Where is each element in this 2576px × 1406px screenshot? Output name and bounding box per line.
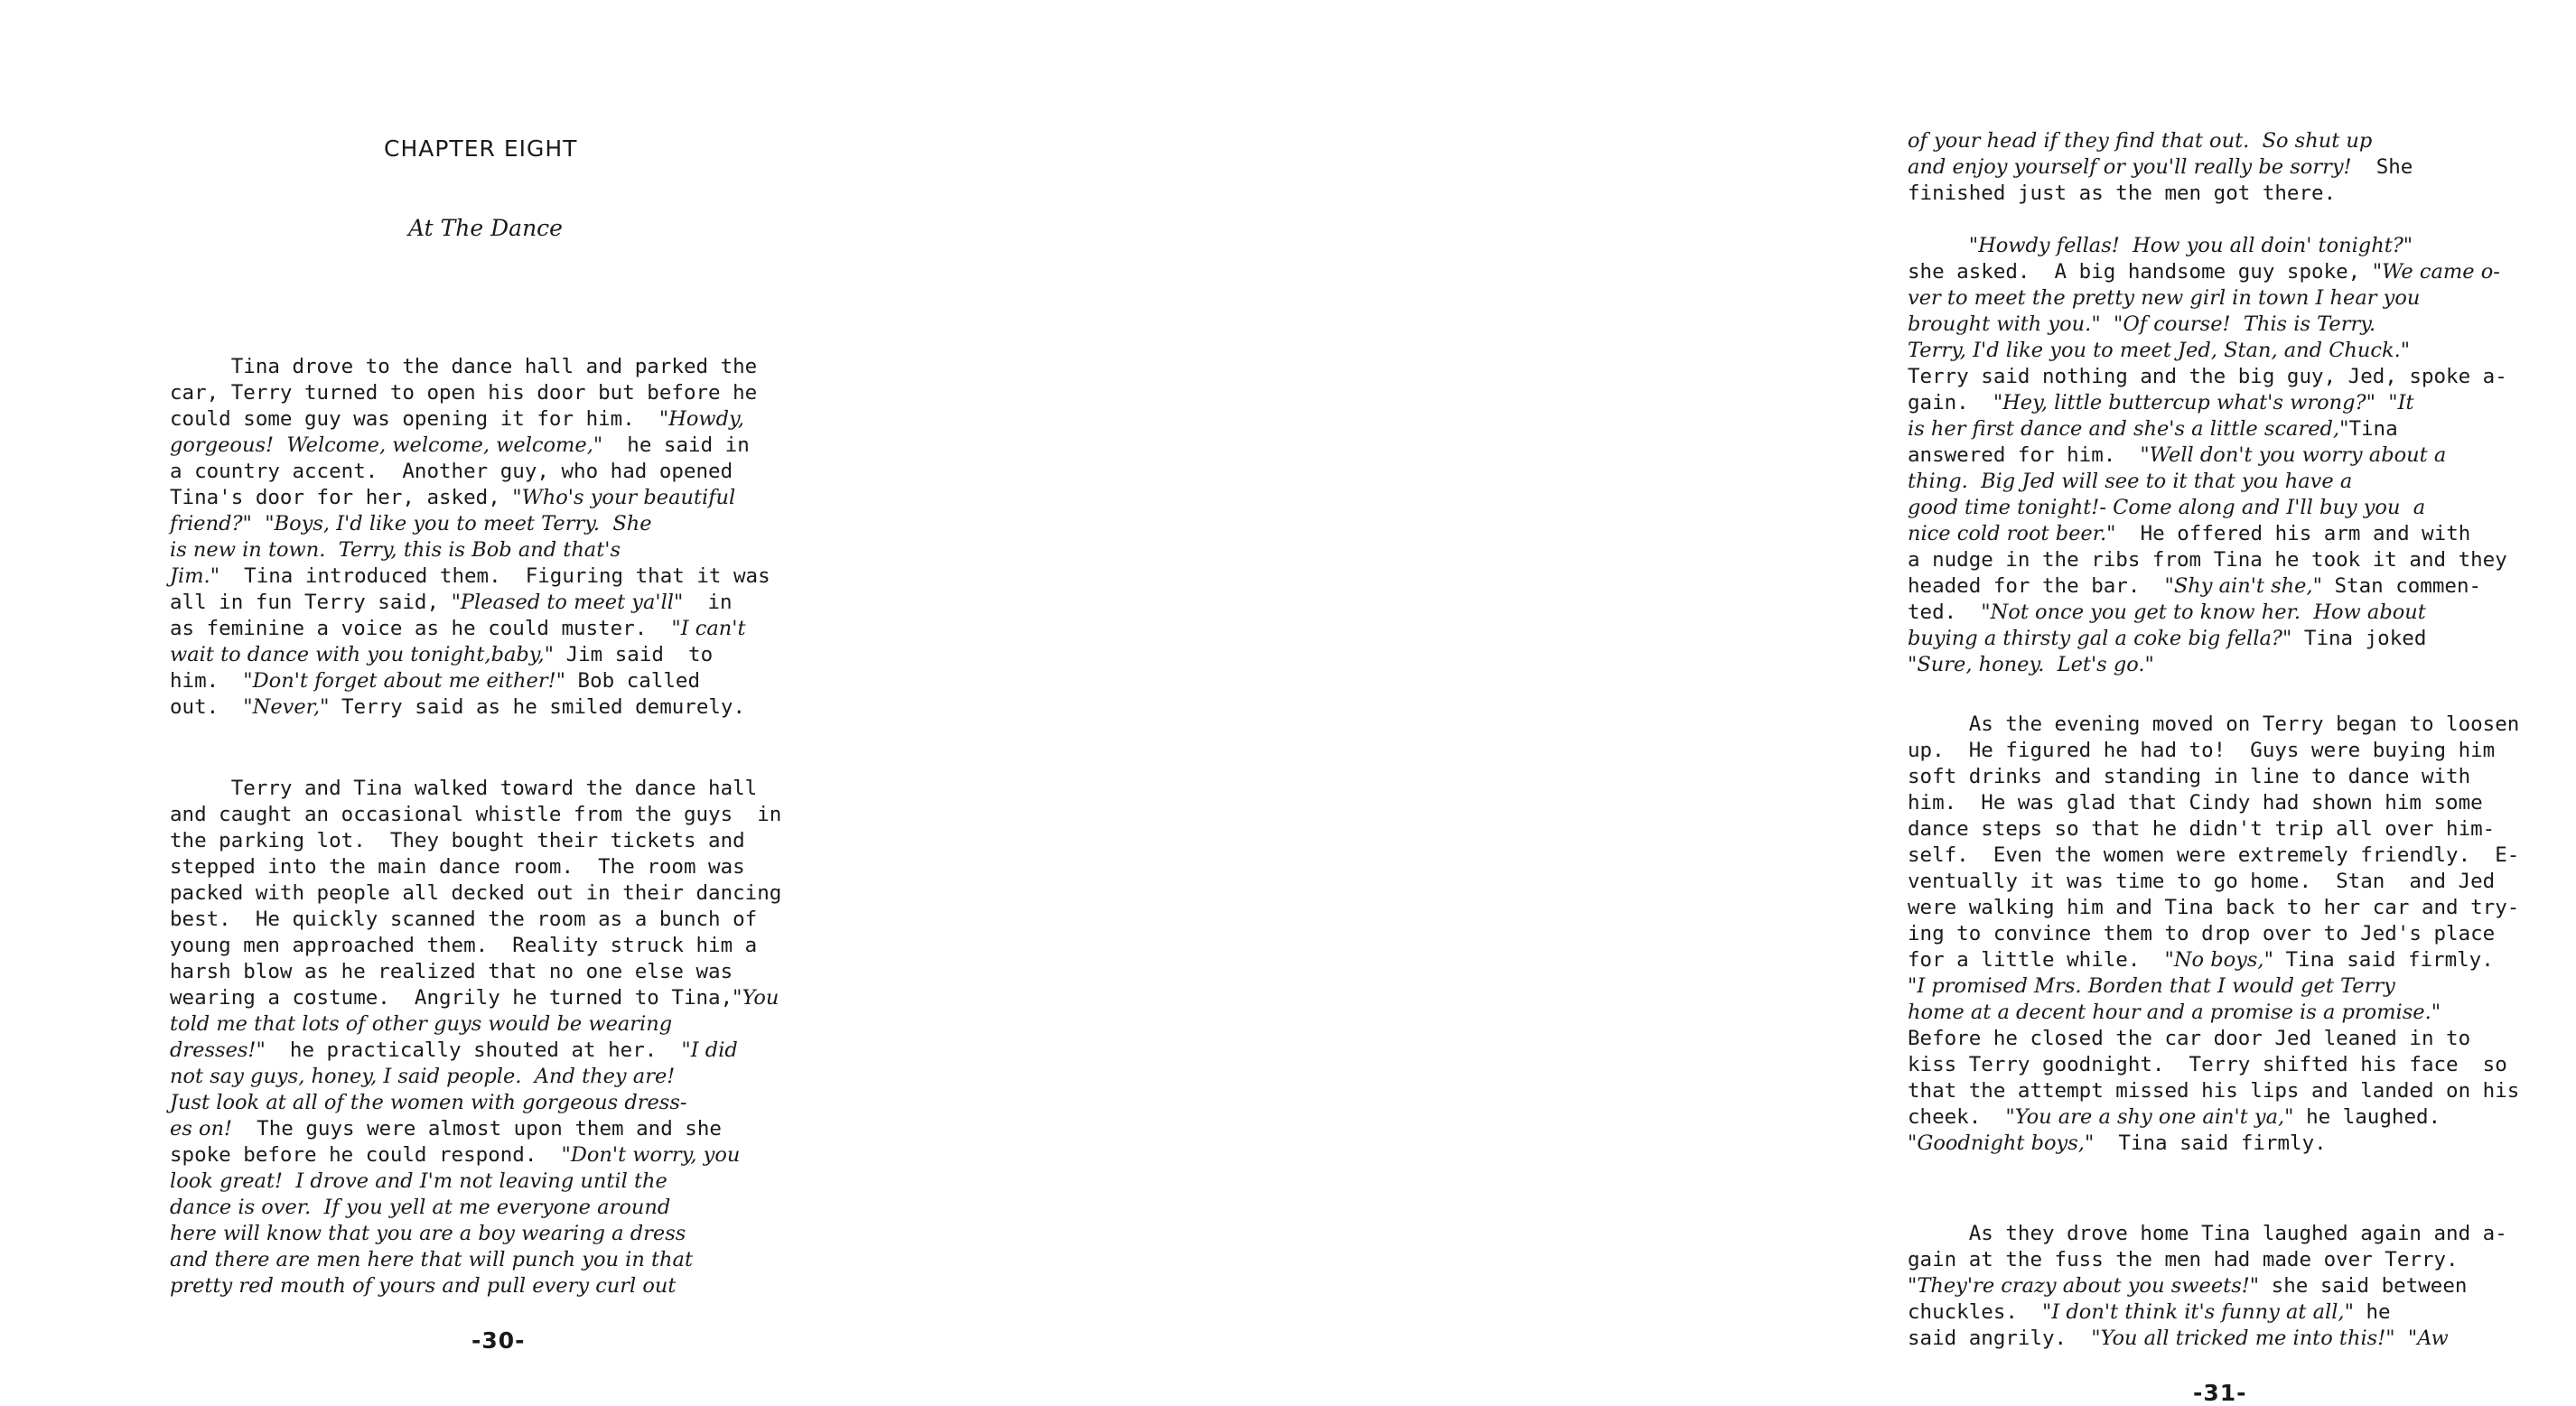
narration-text: Tina joked <box>2291 627 2427 650</box>
narration-text: gain. <box>1908 391 1993 414</box>
narration-text: she asked. A big handsome guy spoke, <box>1908 260 2373 284</box>
narration-text: Bob called <box>565 669 701 693</box>
dialogue-text: ver to meet the pretty new girl in town I hear you <box>1908 286 2421 310</box>
text-line <box>170 406 820 433</box>
text-line <box>170 1142 820 1169</box>
text-line <box>170 1038 820 1064</box>
text-line <box>1908 712 2576 738</box>
text-line <box>170 828 820 854</box>
text-line <box>1908 547 2576 573</box>
text-line <box>1908 1299 2576 1326</box>
narration-text: young men approached them. Reality struck him a <box>170 934 758 957</box>
text-line <box>1908 973 2576 1000</box>
text-line <box>1908 128 2576 154</box>
dialogue-text: is her first dance and she's a little scared," <box>1908 417 2349 441</box>
dialogue-text: Just look at all of the women with gorgeous dress- <box>170 1091 687 1114</box>
dialogue-text: "You <box>733 986 779 1010</box>
text-line <box>1908 1221 2576 1247</box>
narration-text: Tina said firmly. <box>2094 1131 2327 1155</box>
dialogue-text: nice cold root beer." <box>1908 522 2116 545</box>
text-line <box>1908 1052 2576 1078</box>
dialogue-text: "Sure, honey. Let's go." <box>1908 653 2154 676</box>
narration-text: Jim said to <box>554 643 714 666</box>
narration-text: she said between <box>2259 1274 2468 1298</box>
narration-text: As they drove home Tina laughed again and a- <box>1908 1222 2507 1245</box>
text-line <box>1908 1026 2576 1052</box>
narration-text: harsh blow as he realized that no one else was <box>170 960 733 983</box>
dialogue-text: "You are a shy one ain't ya," <box>2005 1105 2294 1129</box>
dialogue-text: "Not once you get to know her. How about <box>1981 601 2426 624</box>
narration-text: the parking lot. They bought their tickets and <box>170 829 745 852</box>
dialogue-text: here will know that you are a boy wearing a dress <box>170 1222 686 1245</box>
text-line <box>170 380 820 406</box>
text-line <box>170 1247 820 1273</box>
text-line <box>1908 1078 2576 1104</box>
narration-text: chuckles. <box>1908 1300 2043 1324</box>
narration-text: ventually it was time to go home. Stan and Jed <box>1908 870 2496 893</box>
dialogue-text: not say guys, honey, I said people. And they are! <box>170 1065 676 1088</box>
dialogue-text: es on! <box>170 1117 233 1141</box>
narration-text: Tina <box>2348 417 2398 441</box>
paragraph <box>1908 233 2576 678</box>
text-line <box>1908 573 2576 600</box>
dialogue-text: "Don't worry, you <box>561 1143 741 1167</box>
text-line <box>170 616 820 642</box>
narration-text <box>1908 234 1969 257</box>
text-line <box>170 1116 820 1142</box>
text-line <box>170 511 820 537</box>
text-line <box>1908 233 2576 259</box>
dialogue-text: gorgeous! Welcome, welcome, welcome," <box>170 433 603 457</box>
narration-text: that the attempt missed his lips and landed on his <box>1908 1079 2520 1103</box>
narration-text: were walking him and Tina back to her car and try- <box>1908 896 2520 919</box>
dialogue-text: "Never," <box>243 695 330 719</box>
narration-text: up. He figured he had to! Guys were buying him <box>1908 739 2496 762</box>
text-line <box>1908 469 2576 495</box>
narration-text: finished just as the men got there. <box>1908 182 2337 205</box>
narration-text: Tina said firmly. <box>2273 948 2494 972</box>
text-line <box>1908 181 2576 207</box>
narration-text: he said in <box>602 433 750 457</box>
dialogue-text: "Goodnight boys," <box>1908 1131 2095 1155</box>
paragraph <box>170 776 820 1299</box>
text-line <box>1908 312 2576 338</box>
narration-text: Terry and Tina walked toward the dance hall <box>170 777 758 800</box>
dialogue-text: buying a thirsty gal a coke big fella?" <box>1908 627 2292 650</box>
text-line <box>1908 947 2576 973</box>
narration-text: out. <box>170 695 244 719</box>
dialogue-text: look great! I drove and I'm not leaving until the <box>170 1169 667 1193</box>
narration-text: cheek. <box>1908 1105 2006 1129</box>
dialogue-text: and there are men here that will punch you in that <box>170 1248 693 1271</box>
narration-text: Tina's door for her, asked, <box>170 486 513 509</box>
dialogue-text: "I don't think it's funny at all," <box>2042 1300 2354 1324</box>
chapter-title: CHAPTER EIGHT <box>384 135 578 162</box>
text-line <box>1908 285 2576 312</box>
dialogue-text: "Well don't you worry about a <box>2140 443 2447 467</box>
narration-text: and caught an occasional whistle from the guys in <box>170 803 782 826</box>
dialogue-text: "We came o- <box>2372 260 2500 284</box>
text-line <box>170 854 820 880</box>
text-line <box>1908 1131 2576 1157</box>
text-line <box>1908 154 2576 181</box>
text-line <box>170 1064 820 1090</box>
dialogue-text: "Hey, little buttercup what's wrong?" "It <box>1993 391 2414 414</box>
narration-text: The guys were almost upon them and she <box>232 1117 722 1141</box>
dialogue-text: "Who's your beautiful <box>512 486 736 509</box>
narration-text: He offered his arm and with <box>2115 522 2471 545</box>
dialogue-text: brought with you." "Of course! This is Terry. <box>1908 312 2376 336</box>
dialogue-text: "I did <box>681 1038 738 1062</box>
text-line <box>170 1221 820 1247</box>
dialogue-text: "Don't forget about me either!" <box>243 669 565 693</box>
text-line <box>170 1011 820 1038</box>
text-line <box>1908 1273 2576 1299</box>
dialogue-text: home at a decent hour and a promise is a promise." <box>1908 1001 2441 1024</box>
dialogue-text: Jim." <box>170 564 220 588</box>
narration-text: dance steps so that he didn't trip all over him- <box>1908 817 2496 841</box>
narration-text: wearing a costume. Angrily he turned to Tina, <box>170 986 733 1010</box>
text-line <box>1908 790 2576 816</box>
text-line <box>1908 1326 2576 1352</box>
narration-text: he practically shouted at her. <box>265 1038 682 1062</box>
text-line <box>1908 1000 2576 1026</box>
narration-text: Tina drove to the dance hall and parked the <box>170 355 758 378</box>
narration-text: a country accent. Another guy, who had opened <box>170 460 733 483</box>
dialogue-text: is new in town. Terry, this is Bob and that's <box>170 538 621 562</box>
text-line <box>1908 895 2576 921</box>
text-line <box>1908 442 2576 469</box>
narration-text: ing to convince them to drop over to Jed's place <box>1908 922 2496 945</box>
chapter-subtitle: At The Dance <box>408 215 563 241</box>
narration-text: Tina introduced them. Figuring that it was <box>219 564 770 588</box>
dialogue-text: friend?" "Boys, I'd like you to meet Terry. She <box>170 512 652 535</box>
text-line <box>170 959 820 985</box>
text-line <box>1908 652 2576 678</box>
text-line <box>1908 843 2576 869</box>
narration-text: As the evening moved on Terry began to loosen <box>1908 712 2520 736</box>
dialogue-text: of your head if they find that out. So shut up <box>1908 129 2373 153</box>
text-line <box>1908 259 2576 285</box>
text-line <box>1908 626 2576 652</box>
narration-text: Terry said nothing and the big guy, Jed, spoke a- <box>1908 365 2507 388</box>
text-line <box>1908 495 2576 521</box>
text-line <box>170 537 820 563</box>
dialogue-text: "No boys," <box>2164 948 2273 972</box>
paragraph <box>170 354 820 721</box>
text-line <box>170 694 820 721</box>
text-line <box>170 985 820 1011</box>
text-line <box>1908 416 2576 442</box>
narration-text: gain at the fuss the men had made over Terry. <box>1908 1248 2459 1271</box>
text-line <box>170 1195 820 1221</box>
dialogue-text: good time tonight!- Come along and I'll buy you a <box>1908 496 2426 519</box>
text-line <box>170 1090 820 1116</box>
text-line <box>1908 521 2576 547</box>
narration-text: answered for him. <box>1908 443 2141 467</box>
narration-text: for a little while. <box>1908 948 2165 972</box>
narration-text: headed for the bar. <box>1908 574 2165 598</box>
dialogue-text: "Shy ain't she," <box>2164 574 2322 598</box>
text-line <box>170 459 820 485</box>
dialogue-text: thing. Big Jed will see to it that you have a <box>1908 470 2353 493</box>
text-line <box>170 563 820 590</box>
dialogue-text: "They're crazy about you sweets!" <box>1908 1274 2260 1298</box>
text-line <box>1908 338 2576 364</box>
narration-text: Terry said as he smiled demurely. <box>329 695 746 719</box>
right-page <box>903 0 2520 1406</box>
text-line <box>170 880 820 907</box>
narration-text: ted. <box>1908 601 1982 624</box>
narration-text: stepped into the main dance room. The room was <box>170 855 745 879</box>
text-line <box>170 802 820 828</box>
paragraph <box>1908 712 2576 1157</box>
narration-text: She <box>2351 155 2413 179</box>
dialogue-text: told me that lots of other guys would be wearing <box>170 1012 673 1036</box>
narration-text: he laughed. <box>2293 1105 2441 1129</box>
dialogue-text: "You all tricked me into this!" "Aw <box>2091 1327 2449 1350</box>
page-number: -31- <box>2193 1380 2247 1406</box>
dialogue-text: dresses!" <box>170 1038 266 1062</box>
text-line <box>170 1169 820 1195</box>
narration-text: as feminine a voice as he could muster. <box>170 617 672 640</box>
text-line <box>170 590 820 616</box>
text-line <box>1908 738 2576 764</box>
text-line <box>170 642 820 668</box>
text-line <box>1908 869 2576 895</box>
narration-text: Stan commen- <box>2321 574 2482 598</box>
text-line <box>1908 364 2576 390</box>
narration-text: Before he closed the car door Jed leaned in to <box>1908 1027 2471 1050</box>
narration-text: all in fun Terry said, <box>170 591 452 614</box>
dialogue-text: dance is over. If you yell at me everyone around <box>170 1196 671 1219</box>
narration-text: could some guy was opening it for him. <box>170 407 659 431</box>
narration-text: spoke before he could respond. <box>170 1143 562 1167</box>
text-line <box>170 668 820 694</box>
dialogue-text: wait to dance with you tonight,baby," <box>170 643 555 666</box>
text-line <box>1908 1247 2576 1273</box>
narration-text: best. He quickly scanned the room as a bunch of <box>170 908 758 931</box>
text-line <box>170 907 820 933</box>
narration-text: him. <box>170 669 244 693</box>
dialogue-text: and enjoy yourself or you'll really be sorry! <box>1908 155 2352 179</box>
narration-text: self. Even the women were extremely friendly. E- <box>1908 843 2520 867</box>
text-line <box>170 1273 820 1299</box>
dialogue-text: "I can't <box>671 617 746 640</box>
left-page <box>0 0 903 1395</box>
narration-text: soft drinks and standing in line to dance with <box>1908 765 2471 788</box>
text-line <box>1908 390 2576 416</box>
text-line <box>1908 764 2576 790</box>
dialogue-text: "Pleased to meet ya'll" <box>451 591 684 614</box>
dialogue-text: "I promised Mrs. Borden that I would get Terry <box>1908 974 2395 998</box>
narration-text: packed with people all decked out in their dancing <box>170 881 782 905</box>
narration-text: him. He was glad that Cindy had shown him some <box>1908 791 2483 815</box>
text-line <box>1908 921 2576 947</box>
text-line <box>170 776 820 802</box>
narration-text: car, Terry turned to open his door but before he <box>170 381 758 405</box>
narration-text: a nudge in the ribs from Tina he took it and they <box>1908 548 2507 572</box>
text-line <box>1908 816 2576 843</box>
text-line <box>170 354 820 380</box>
paragraph <box>1908 1221 2576 1352</box>
paragraph <box>1908 128 2576 207</box>
narration-text: he <box>2353 1300 2391 1324</box>
dialogue-text: "Howdy, <box>658 407 744 431</box>
narration-text: said angrily. <box>1908 1327 2092 1350</box>
dialogue-text: Terry, I'd like you to meet Jed, Stan, and Chuck." <box>1908 339 2411 362</box>
dialogue-text: "Howdy fellas! How you all doin' tonight?" <box>1968 234 2413 257</box>
page-number: -30- <box>471 1327 526 1354</box>
narration-text: in <box>683 591 733 614</box>
text-line <box>170 933 820 959</box>
text-line <box>170 485 820 511</box>
dialogue-text: pretty red mouth of yours and pull every curl out <box>170 1274 677 1298</box>
narration-text: kiss Terry goodnight. Terry shifted his face so <box>1908 1053 2507 1076</box>
text-line <box>170 433 820 459</box>
text-line <box>1908 600 2576 626</box>
text-line <box>1908 1104 2576 1131</box>
